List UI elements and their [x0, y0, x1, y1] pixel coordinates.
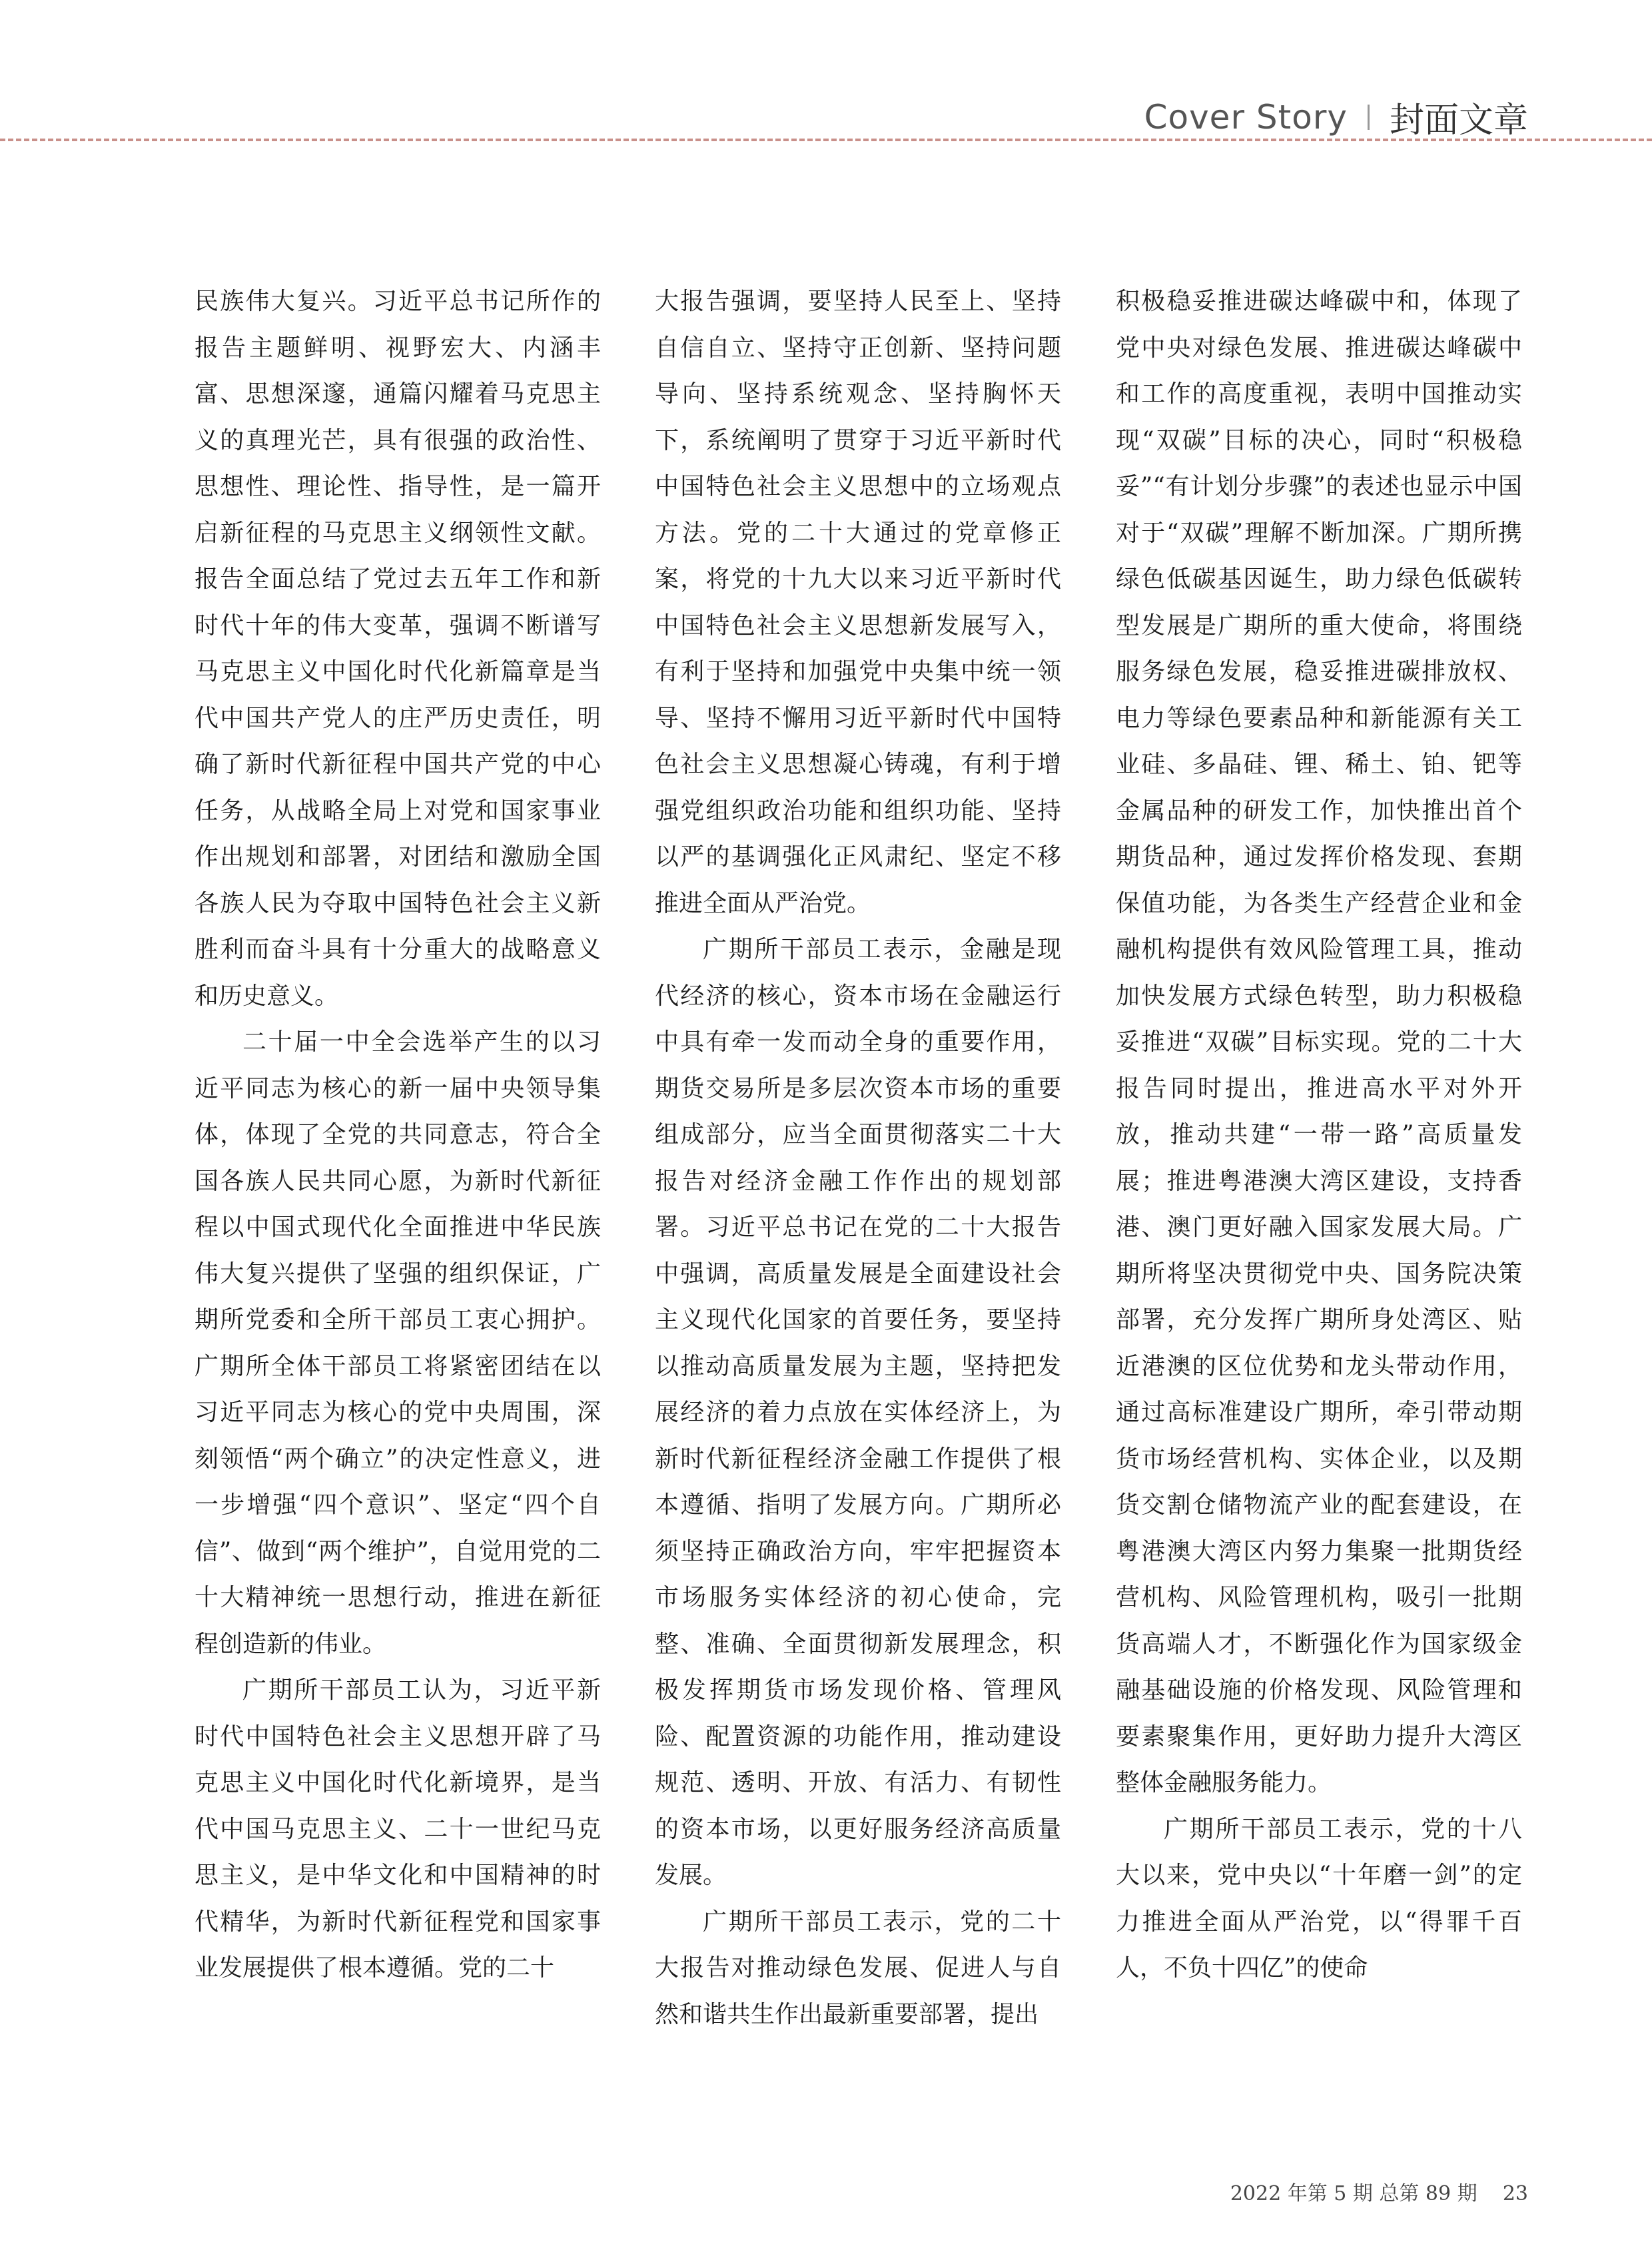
paragraph: 广期所干部员工表示，金融是现代经济的核心，资本市场在金融运行中具有牵一发而动全身的重要作用，期货交易所是多层次资本市场的重要组成部分，应当全面贯彻落实二十大报告对经济金融工作作出的规划部署。习近平总书记在党的二十大报告中强调，高质量发展是全面建设社会主义现代化国家的首要任务，要坚持以推动高质量发展为主题，坚持把发展经济的着力点放在实体经济上，为新时代新征程经济金融工作提供了根本遵循、指明了发展方向。广期所必须坚持正确政治方向，牢牢把握资本市场服务实体经济的初心使命，完整、准确、全面贯彻新发展理念，积极发挥期货市场发现价格、管理风险、配置资源的功能作用，推动建设规范、透明、开放、有活力、有韧性的资本市场，以更好服务经济高质量发展。 — [655, 936, 1061, 1889]
header-dashed-rule — [0, 139, 1652, 141]
paragraph: 广期所干部员工表示，党的十八大以来，党中央以“十年磨一剑”的定力推进全面从严治党，以“得罪千百人，不负十四亿”的使命 — [1116, 1815, 1522, 1982]
page-footer — [1230, 2177, 1528, 2206]
issue-info: 2022 年第 5 期 总第 89 期 — [1230, 2182, 1477, 2205]
section-title-en: Cover Story — [1144, 97, 1348, 137]
page-number: 23 — [1502, 2182, 1528, 2205]
header-divider — [1368, 105, 1370, 130]
paragraph: 积极稳妥推进碳达峰碳中和，体现了党中央对绿色发展、推进碳达峰碳中和工作的高度重视，表明中国推动实现“双碳”目标的决心，同时“积极稳妥”“有计划分步骤”的表述也显示中国对于“双碳”理解不断加深。广期所携绿色低碳基因诞生，助力绿色低碳转型发展是广期所的重大使命，将围绕服务绿色发展，稳妥推进碳排放权、电力等绿色要素品种和新能源有关工业硅、多晶硅、锂、稀土、铂、钯等金属品种的研发工作，加快推出首个期货品种，通过发挥价格发现、套期保值功能，为各类生产经营企业和金融机构提供有效风险管理工具，推动加快发展方式绿色转型，助力积极稳妥推进“双碳”目标实现。党的二十大报告同时提出，推进高水平对外开放，推动共建“一带一路”高质量发展；推进粤港澳大湾区建设，支持香港、澳门更好融入国家发展大局。广期所将坚决贯彻党中央、国务院决策部署，充分发挥广期所身处湾区、贴近港澳的区位优势和龙头带动作用，通过高标准建设广期所，牵引带动期货市场经营机构、实体企业，以及期货交割仓储物流产业的配套建设，在粤港澳大湾区内努力集聚一批期货经营机构、风险管理机构，吸引一批期货高端人才，不断强化作为国家级金融基础设施的价格发现、风险管理和要素聚集作用，更好助力提升大湾区整体金融服务能力。 — [1116, 288, 1522, 1796]
paragraph: 二十届一中全会选举产生的以习近平同志为核心的新一届中央领导集体，体现了全党的共同意志，符合全国各族人民共同心愿，为新时代新征程以中国式现代化全面推进中华民族伟大复兴提供了坚强的组织保证，广期所党委和全所干部员工衷心拥护。广期所全体干部员工将紧密团结在以习近平同志为核心的党中央周围，深刻领悟“两个确立”的决定性意义，进一步增强“四个意识”、坚定“四个自信”、做到“两个维护”，自觉用党的二十大精神统一思想行动，推进在新征程创造新的伟业。 — [195, 1028, 601, 1658]
paragraph: 广期所干部员工表示，党的二十大报告对推动绿色发展、促进人与自然和谐共生作出最新重要部署，提出 — [655, 1908, 1061, 2028]
paragraph: 大报告强调，要坚持人民至上、坚持自信自立、坚持守正创新、坚持问题导向、坚持系统观念、坚持胸怀天下，系统阐明了贯穿于习近平新时代中国特色社会主义思想中的立场观点方法。党的二十大通过的党章修正案，将党的十九大以来习近平新时代中国特色社会主义思想新发展写入，有利于坚持和加强党中央集中统一领导、坚持不懈用习近平新时代中国特色社会主义思想凝心铸魂，有利于增强党组织政治功能和组织功能、坚持以严的基调强化正风肃纪、坚定不移推进全面从严治党。 — [655, 288, 1061, 917]
paragraph: 广期所干部员工认为，习近平新时代中国特色社会主义思想开辟了马克思主义中国化时代化新境界，是当代中国马克思主义、二十一世纪马克思主义，是中华文化和中国精神的时代精华，为新时代新征程党和国家事业发展提供了根本遵循。党的二十 — [195, 1677, 601, 1982]
section-header — [1144, 92, 1528, 142]
paragraph: 民族伟大复兴。习近平总书记所作的报告主题鲜明、视野宏大、内涵丰富、思想深邃，通篇闪耀着马克思主义的真理光芒，具有很强的政治性、思想性、理论性、指导性，是一篇开启新征程的马克思主义纲领性文献。报告全面总结了党过去五年工作和新时代十年的伟大变革，强调不断谱写马克思主义中国化时代化新篇章是当代中国共产党人的庄严历史责任，明确了新时代新征程中国共产党的中心任务，从战略全局上对党和国家事业作出规划和部署，对团结和激励全国各族人民为夺取中国特色社会主义新胜利而奋斗具有十分重大的战略意义和历史意义。 — [195, 288, 601, 1010]
text-column-1 — [195, 278, 601, 2137]
text-column-2 — [655, 278, 1061, 2137]
text-column-3 — [1116, 278, 1522, 2137]
section-title-zh: 封面文章 — [1389, 101, 1528, 141]
